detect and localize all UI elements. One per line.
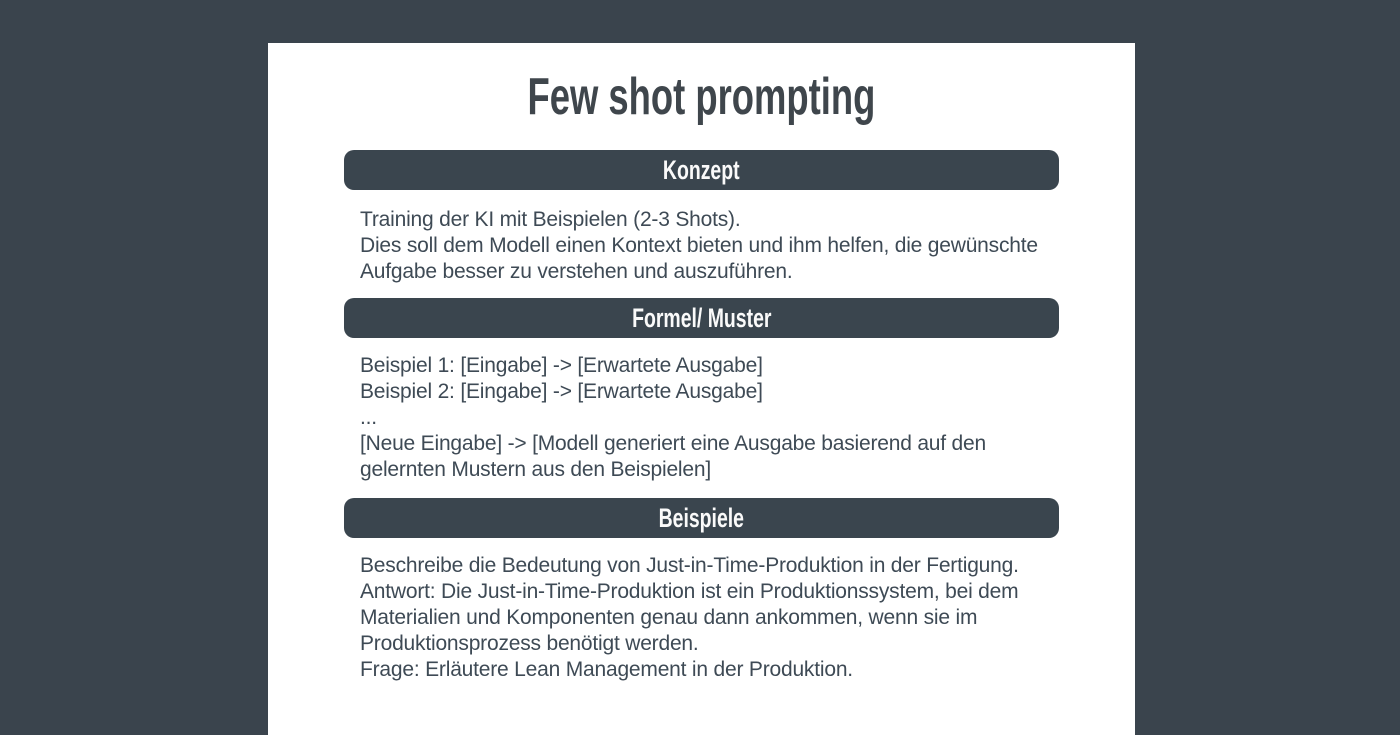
text-line: Frage: Erläutere Lean Management in der Produktion. bbox=[360, 658, 853, 681]
section-body-formel-muster bbox=[268, 353, 1135, 483]
slide-card bbox=[268, 43, 1135, 735]
section-header-label: Formel/ Muster bbox=[631, 302, 772, 333]
section-header-label: Konzept bbox=[663, 154, 740, 185]
text-line: Beschreibe die Bedeutung von Just-in-Time-Produktion in der Fertigung. bbox=[360, 554, 1019, 577]
text-line: Beispiel 2: [Eingabe] -> [Erwartete Ausgabe] bbox=[360, 380, 763, 403]
text-line: Produktionsprozess benötigt werden. bbox=[360, 632, 699, 655]
page-title: Few shot prompting bbox=[527, 67, 876, 126]
text-line: Beispiel 1: [Eingabe] -> [Erwartete Ausgabe] bbox=[360, 354, 763, 377]
section-header-konzept bbox=[344, 150, 1059, 190]
text-line: Dies soll dem Modell einen Kontext bieten und ihm helfen, die gewünschte bbox=[360, 234, 1038, 257]
text-line: gelernten Mustern aus den Beispielen] bbox=[360, 458, 711, 481]
section-header-beispiele bbox=[344, 498, 1059, 538]
text-line: [Neue Eingabe] -> [Modell generiert eine Ausgabe basierend auf den bbox=[360, 432, 986, 455]
section-header-formel-muster bbox=[344, 298, 1059, 338]
text-line: Materialien und Komponenten genau dann ankommen, wenn sie im bbox=[360, 606, 978, 629]
text-line: Training der KI mit Beispielen (2-3 Shots). bbox=[360, 208, 741, 231]
section-header-label: Beispiele bbox=[658, 502, 745, 533]
text-line: Aufgabe besser zu verstehen und auszuführen. bbox=[360, 260, 793, 283]
text-line: Antwort: Die Just-in-Time-Produktion ist ein Produktionssystem, bei dem bbox=[360, 580, 1019, 603]
title-area bbox=[268, 43, 1135, 150]
section-body-beispiele bbox=[268, 553, 1135, 683]
text-line: ... bbox=[360, 406, 377, 429]
section-body-konzept bbox=[268, 207, 1135, 285]
